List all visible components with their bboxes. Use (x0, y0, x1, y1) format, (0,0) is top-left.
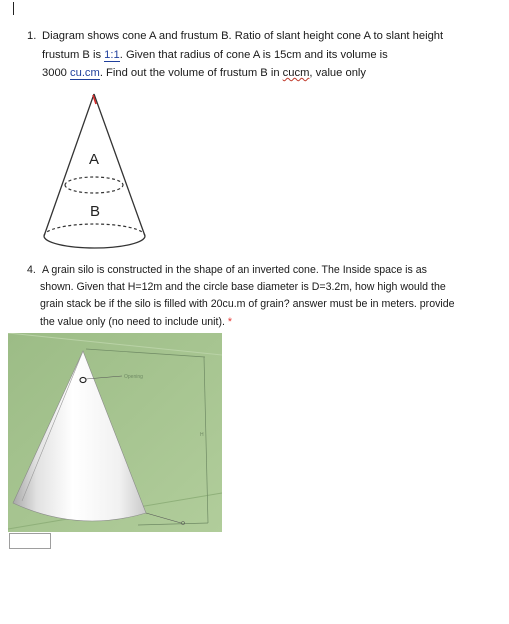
question-text-line-2: shown. Given that H=12m and the circle base diameter is D=3.2m, how high would the (40, 281, 446, 294)
question-text-line-4: the value only (no need to include unit). (40, 315, 225, 328)
question-text-line-2b: . Given that radius of cone A is 15cm and its volume is (119, 48, 388, 61)
cone-frustum-diagram (38, 90, 158, 258)
question-number: 1. (27, 30, 37, 42)
base-ellipse-back (44, 224, 145, 236)
height-label: H (200, 432, 204, 438)
base-ellipse-front (44, 236, 145, 248)
opening-label: Opening (124, 374, 143, 380)
question-text-line-3: . Find out the volume of frustum B in (99, 67, 283, 79)
unit-cucm-misspelled: cucm (282, 67, 310, 79)
cone-right-edge (94, 94, 145, 236)
answer-input[interactable] (9, 533, 51, 549)
silo-illustration (8, 333, 222, 532)
silo-image (8, 333, 222, 532)
label-frustum-b: B (89, 203, 101, 220)
question-text-line-3: grain stack be if the silo is filled with 20cu.m of grain? answer must be in meters. provide (40, 298, 455, 311)
unit-cucm: cu.cm (70, 67, 100, 79)
label-cone-a: A (88, 151, 100, 168)
mid-ellipse-front (65, 185, 123, 193)
question-1 (27, 27, 497, 83)
question-text-line-1: Diagram shows cone A and frustum B. Ratio of slant height cone A to slant height (42, 30, 444, 42)
question-text-line-2: frustum B is (42, 48, 105, 61)
question-text-line-3b: , value only (309, 67, 366, 79)
question-text-line-1: A grain silo is constructed in the shape of an inverted cone. The Inside space is as (42, 264, 427, 276)
ratio-value: 1:1 (104, 48, 120, 61)
text-cursor (13, 2, 14, 15)
cone-left-edge (44, 94, 94, 236)
question-number: 4. (27, 264, 36, 276)
required-asterisk: * (227, 315, 233, 328)
volume-value: 3000 (42, 67, 70, 79)
mid-ellipse-back (65, 177, 123, 185)
question-4 (27, 262, 497, 331)
